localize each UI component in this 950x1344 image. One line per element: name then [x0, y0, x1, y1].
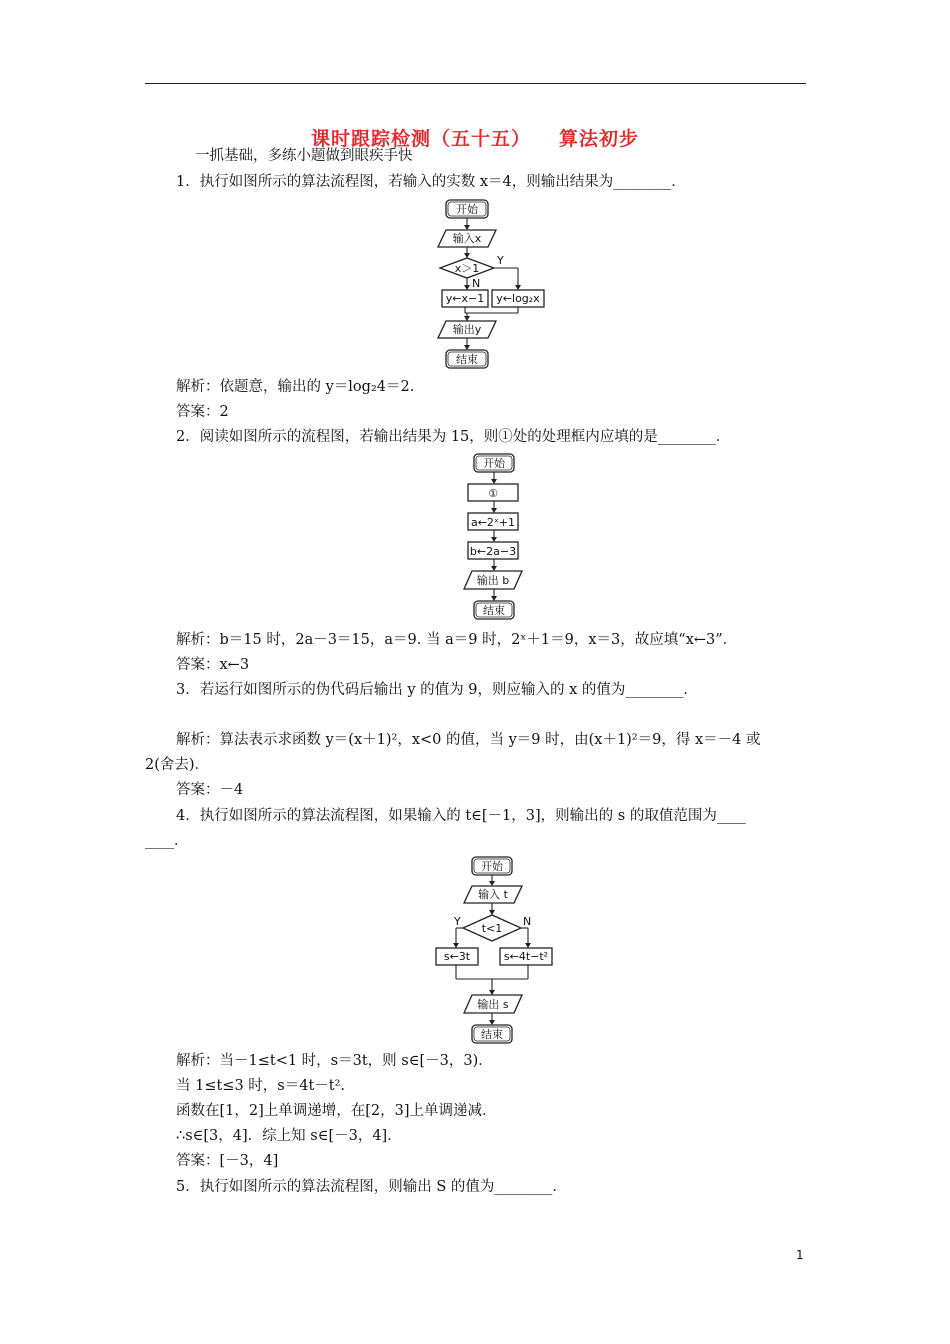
q1-analysis: 解析：依题意，输出的 y＝log₂4＝2.: [176, 379, 415, 395]
q3-answer: 答案：－4: [176, 782, 244, 798]
title-topic: 算法初步: [559, 128, 640, 150]
q2-start-label: 开始: [483, 457, 505, 470]
q4-flowchart: [430, 855, 560, 1047]
q4-text-line1: 4．执行如图所示的算法流程图，如果输入的 t∈[－1，3]，则输出的 s 的取值范围为____: [176, 808, 746, 824]
q1-no-label: N: [472, 277, 481, 290]
q2-flowchart: [460, 452, 540, 624]
q2-answer: 答案：x←3: [176, 657, 250, 673]
q4-left-process-label: s←3t: [443, 950, 471, 963]
q4-right-process-label: s←4t−t²: [503, 950, 549, 963]
q2-text: 2．阅读如图所示的流程图，若输出结果为 15，则①处的处理框内应填的是________．: [176, 429, 731, 445]
q4-end-label: 结束: [481, 1028, 503, 1041]
q1-flowchart: [430, 196, 560, 374]
q1-yes-label: Y: [497, 254, 504, 267]
q1-start-label: 开始: [456, 203, 478, 216]
q1-condition-label: x＞1: [454, 262, 480, 275]
q2-step1-label: ①: [488, 487, 498, 500]
q2-end-label: 结束: [483, 604, 505, 617]
q5-text: 5．执行如图所示的算法流程图，则输出 S 的值为________．: [176, 1179, 567, 1195]
title-main: 课时跟踪检测（五十五）: [310, 128, 531, 150]
q4-answer: 答案：[－3，4]: [176, 1153, 279, 1169]
q4-output-label: 输出 s: [477, 998, 509, 1011]
q2-step2-label: a←2ˣ+1: [470, 516, 516, 529]
q4-analysis-line2: 当 1≤t≤3 时，s＝4t－t².: [176, 1078, 346, 1094]
section-heading: 一抓基础，多练小题做到眼疾手快: [195, 148, 413, 164]
q1-answer: 答案：2: [176, 404, 229, 420]
q3-text: 3．若运行如图所示的伪代码后输出 y 的值为 9，则应输入的 x 的值为________．: [176, 682, 698, 698]
q4-analysis-line1: 解析：当－1≤t<1 时，s＝3t，则 s∈[－3，3)．: [176, 1053, 493, 1069]
q1-end-label: 结束: [456, 353, 478, 366]
q3-analysis-line1: 解析：算法表示求函数 y＝(x＋1)²，x<0 的值，当 y＝9 时，由(x＋1)²＝9，得 x＝－4 或: [176, 732, 761, 748]
q4-condition-label: t<1: [481, 922, 503, 935]
q1-right-process-label: y←log₂x: [496, 292, 540, 305]
header-rule: [145, 83, 806, 84]
page-title: [0, 124, 950, 151]
q4-start-label: 开始: [481, 860, 503, 873]
q1-input-label: 输入x: [452, 232, 482, 245]
q2-analysis: 解析：b＝15 时，2a－3＝15，a＝9. 当 a＝9 时，2ˣ＋1＝9，x＝3，故应填“x←3”．: [176, 632, 738, 648]
q1-text: 1．执行如图所示的算法流程图，若输入的实数 x＝4，则输出结果为________．: [176, 174, 686, 190]
q2-output-label: 输出 b: [476, 574, 510, 587]
q4-yes-label: Y: [454, 915, 461, 928]
q4-text-line2: ____．: [145, 833, 189, 849]
q2-step3-label: b←2a−3: [469, 545, 517, 558]
q4-no-label: N: [523, 915, 532, 928]
q1-left-process-label: y←x−1: [445, 292, 485, 305]
page-number: 1: [796, 1248, 804, 1262]
q3-analysis-line2: 2(舍去)．: [145, 757, 210, 773]
q4-input-label: 输入 t: [478, 888, 508, 901]
q4-analysis-line3: 函数在[1，2]上单调递增，在[2，3]上单调递减．: [176, 1103, 497, 1119]
q4-analysis-line4: ∴s∈[3，4]．综上知 s∈[－3，4]．: [176, 1128, 402, 1144]
q1-output-label: 输出y: [452, 323, 482, 336]
